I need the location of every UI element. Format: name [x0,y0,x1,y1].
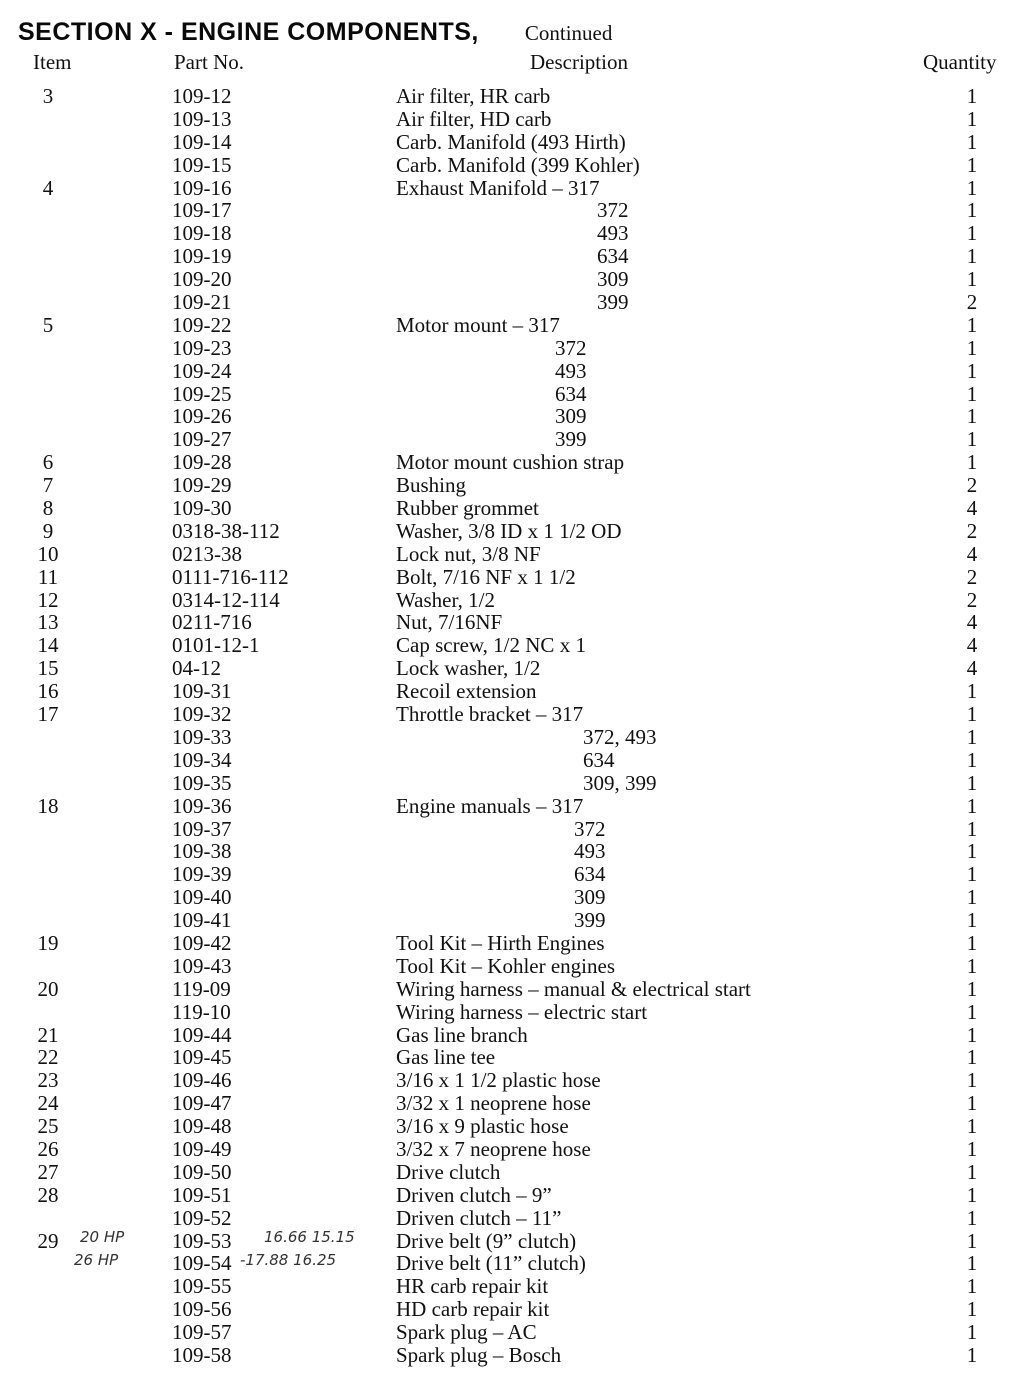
quantity: 1 [966,1159,978,1184]
item-number: 25 [37,1114,59,1139]
table-row [0,703,1027,726]
table-row [0,589,1027,612]
quantity: 1 [966,267,978,292]
handwritten-note: 20 HP [80,1228,125,1246]
description: Lock nut, 3/8 NF [396,541,541,566]
table-row [0,245,1027,268]
quantity: 1 [966,84,978,108]
table-row [0,818,1027,841]
description: 372, 493 [583,724,657,749]
continued-label: Continued [524,21,613,45]
item-number: 23 [37,1068,59,1093]
table-row [0,474,1027,497]
table-row [0,1046,1027,1069]
table-row [0,543,1027,566]
part-number: 109-36 [172,793,232,818]
table-row [0,795,1027,818]
part-number: 109-29 [172,473,232,498]
part-number: 109-34 [172,747,232,772]
table-row [0,840,1027,863]
item-number: 14 [37,633,59,658]
description: Bushing [396,473,467,498]
part-number: 0213-38 [172,541,242,566]
part-number: 109-20 [172,267,232,292]
quantity: 1 [966,1205,978,1230]
item-number: 13 [37,610,59,635]
quantity: 1 [966,1342,978,1367]
part-number: 109-54 [172,1251,232,1276]
part-number: 109-35 [172,770,232,795]
description: Drive belt (9” clutch) [396,1228,577,1253]
table-row [0,566,1027,589]
quantity: 1 [966,999,978,1024]
table-row [0,314,1027,337]
quantity: 4 [966,610,978,635]
description: Cap screw, 1/2 NC x 1 [396,633,586,658]
part-number: 109-39 [172,862,232,887]
description: 493 [597,221,629,246]
part-number: 109-23 [172,335,232,360]
item-number: 7 [42,473,54,498]
table-row [0,909,1027,932]
part-number: 109-32 [172,702,232,727]
quantity: 1 [966,335,978,360]
part-number: 109-40 [172,885,232,910]
description: Throttle bracket – 317 [396,702,584,727]
quantity: 2 [966,518,978,543]
item-number: 4 [42,175,54,200]
quantity: 1 [966,198,978,223]
table-row [0,1069,1027,1092]
part-number: 109-18 [172,221,232,246]
part-number: 109-56 [172,1297,232,1322]
description: 3/32 x 1 neoprene hose [396,1091,591,1116]
description: 3/32 x 7 neoprene hose [396,1136,591,1161]
quantity: 2 [966,587,978,612]
table-row [0,1275,1027,1298]
item-number: 12 [37,587,59,612]
item-number: 17 [37,702,59,727]
part-number: 109-15 [172,152,232,177]
table-row [0,405,1027,428]
quantity: 1 [966,1297,978,1322]
description: Spark plug – AC [396,1320,537,1345]
quantity: 2 [966,473,978,498]
table-row [0,428,1027,451]
table-row [0,749,1027,772]
part-number: 109-44 [172,1022,232,1047]
part-number: 109-37 [172,816,232,841]
table-row [0,383,1027,406]
table-row [0,360,1027,383]
part-number: 109-26 [172,404,232,429]
description: 493 [574,839,606,864]
item-number: 29 [37,1228,59,1253]
table-row [0,1115,1027,1138]
description: Driven clutch – 9” [396,1182,552,1207]
part-number: 109-31 [172,679,232,704]
table-row [0,131,1027,154]
part-number: 0211-716 [172,610,252,635]
quantity: 1 [966,976,978,1001]
quantity: 1 [966,1274,978,1299]
part-number: 109-12 [172,84,232,108]
part-number: 109-51 [172,1182,232,1207]
quantity: 1 [966,1091,978,1116]
item-number: 10 [37,541,59,566]
table-row [0,520,1027,543]
table-row [0,1207,1027,1230]
description: Recoil extension [396,679,537,704]
description: 493 [555,358,587,383]
description: Exhaust Manifold – 317 [396,175,600,200]
part-number: 109-52 [172,1205,232,1230]
description: 634 [597,244,629,269]
part-number: 109-42 [172,930,232,955]
quantity: 1 [966,1320,978,1345]
quantity: 1 [966,747,978,772]
quantity: 4 [966,496,978,521]
part-number: 0314-12-114 [172,587,280,612]
table-row [0,451,1027,474]
item-number: 24 [37,1091,59,1116]
description: 3/16 x 1 1/2 plastic hose [396,1068,601,1093]
column-header-description: Description [530,50,628,74]
parts-table [0,85,1027,1367]
table-row [0,1321,1027,1344]
table-row [0,337,1027,360]
quantity: 1 [966,1045,978,1070]
part-number: 109-53 [172,1228,232,1253]
quantity: 1 [966,129,978,154]
description: 309, 399 [583,770,657,795]
description: 372 [597,198,629,223]
description: Wiring harness – electric start [396,999,648,1024]
table-row [0,1252,1027,1275]
table-row [0,1298,1027,1321]
description: Spark plug – Bosch [396,1342,562,1367]
table-row [0,611,1027,634]
part-number: 109-14 [172,129,232,154]
description: 399 [574,908,606,933]
item-number: 9 [42,518,54,543]
quantity: 2 [966,290,978,315]
part-number: 109-30 [172,496,232,521]
description: 3/16 x 9 plastic hose [396,1114,569,1139]
description: Gas line tee [396,1045,496,1070]
item-number: 3 [42,84,54,108]
description: Air filter, HR carb [396,84,551,108]
part-number: 109-50 [172,1159,232,1184]
description: Carb. Manifold (399 Kohler) [396,152,640,177]
description: Lock washer, 1/2 [396,656,541,681]
part-number: 109-58 [172,1342,232,1367]
quantity: 1 [966,930,978,955]
quantity: 1 [966,1182,978,1207]
section-heading [18,18,612,47]
quantity: 1 [966,427,978,452]
description: Carb. Manifold (493 Hirth) [396,129,626,154]
quantity: 1 [966,1251,978,1276]
table-row [0,1001,1027,1024]
table-row [0,199,1027,222]
quantity: 1 [966,106,978,131]
quantity: 1 [966,450,978,475]
part-number: 109-43 [172,953,232,978]
quantity: 4 [966,656,978,681]
table-row [0,1024,1027,1047]
description: Drive clutch [396,1159,501,1184]
section-title: SECTION X - ENGINE COMPONENTS, [18,18,479,46]
table-row [0,1230,1027,1253]
description: Washer, 3/8 ID x 1 1/2 OD [396,518,622,543]
part-number: 109-46 [172,1068,232,1093]
description: Washer, 1/2 [396,587,495,612]
quantity: 1 [966,793,978,818]
part-number: 109-55 [172,1274,232,1299]
quantity: 1 [966,816,978,841]
table-row [0,726,1027,749]
part-number: 109-28 [172,450,232,475]
table-row [0,1092,1027,1115]
table-row [0,497,1027,520]
quantity: 1 [966,1022,978,1047]
description: Tool Kit – Hirth Engines [396,930,605,955]
item-number: 20 [37,976,59,1001]
table-row [0,268,1027,291]
quantity: 4 [966,633,978,658]
part-number: 119-10 [172,999,231,1024]
part-number: 109-57 [172,1320,232,1345]
table-row [0,932,1027,955]
quantity: 1 [966,679,978,704]
table-row [0,955,1027,978]
handwritten-price: -17.88 16.25 [240,1251,337,1269]
item-number: 26 [37,1136,59,1161]
quantity: 1 [966,702,978,727]
table-row [0,863,1027,886]
description: 634 [583,747,615,772]
part-number: 0318-38-112 [172,518,280,543]
part-number: 109-38 [172,839,232,864]
part-number: 04-12 [172,656,221,681]
quantity: 1 [966,1228,978,1253]
quantity: 2 [966,564,978,589]
part-number: 109-33 [172,724,232,749]
table-row [0,680,1027,703]
part-number: 109-49 [172,1136,232,1161]
quantity: 1 [966,908,978,933]
description: 309 [555,404,587,429]
item-number: 15 [37,656,59,681]
description: Driven clutch – 11” [396,1205,562,1230]
description: 399 [555,427,587,452]
part-number: 109-27 [172,427,232,452]
description: Gas line branch [396,1022,528,1047]
item-number: 27 [37,1159,59,1184]
quantity: 4 [966,541,978,566]
description: 634 [574,862,606,887]
item-number: 19 [37,930,59,955]
description: Motor mount – 317 [396,312,560,337]
quantity: 1 [966,404,978,429]
column-header-part: Part No. [174,50,244,74]
part-number: 119-09 [172,976,231,1001]
description: HR carb repair kit [396,1274,549,1299]
item-number: 6 [42,450,54,475]
quantity: 1 [966,885,978,910]
part-number: 109-22 [172,312,232,337]
part-number: 109-17 [172,198,232,223]
item-number: 21 [37,1022,59,1047]
description: 309 [574,885,606,910]
item-number: 16 [37,679,59,704]
part-number: 109-41 [172,908,232,933]
part-number: 109-48 [172,1114,232,1139]
description: Motor mount cushion strap [396,450,625,475]
description: Rubber grommet [396,496,539,521]
description: Nut, 7/16NF [396,610,503,635]
table-row [0,154,1027,177]
table-row [0,291,1027,314]
part-number: 109-19 [172,244,232,269]
description: 372 [574,816,606,841]
table-row [0,85,1027,108]
quantity: 1 [966,358,978,383]
table-row [0,1344,1027,1367]
part-number: 109-21 [172,290,232,315]
quantity: 1 [966,770,978,795]
part-number: 109-47 [172,1091,232,1116]
table-row [0,634,1027,657]
part-number: 109-25 [172,381,232,406]
description: 634 [555,381,587,406]
table-row [0,108,1027,131]
quantity: 1 [966,1114,978,1139]
table-row [0,1184,1027,1207]
part-number: 0111-716-112 [172,564,289,589]
item-number: 28 [37,1182,59,1207]
handwritten-note: 26 HP [74,1251,119,1269]
quantity: 1 [966,221,978,246]
table-row [0,177,1027,200]
description: 309 [597,267,629,292]
quantity: 1 [966,175,978,200]
description: Wiring harness – manual & electrical start [396,976,751,1001]
part-number: 109-16 [172,175,232,200]
quantity: 1 [966,381,978,406]
table-row [0,657,1027,680]
quantity: 1 [966,839,978,864]
item-number: 22 [37,1045,59,1070]
quantity: 1 [966,724,978,749]
quantity: 1 [966,953,978,978]
part-number: 109-45 [172,1045,232,1070]
description: Tool Kit – Kohler engines [396,953,615,978]
part-number: 0101-12-1 [172,633,260,658]
table-row [0,886,1027,909]
item-number: 8 [42,496,54,521]
table-row [0,1138,1027,1161]
column-header-quantity: Quantity [923,50,997,74]
quantity: 1 [966,1068,978,1093]
quantity: 1 [966,312,978,337]
table-row [0,978,1027,1001]
quantity: 1 [966,152,978,177]
item-number: 11 [37,564,59,589]
part-number: 109-24 [172,358,232,383]
table-row [0,772,1027,795]
handwritten-price: 16.66 15.15 [264,1228,355,1246]
column-header-item: Item [33,50,72,74]
table-row [0,222,1027,245]
quantity: 1 [966,862,978,887]
description: 399 [597,290,629,315]
part-number: 109-13 [172,106,232,131]
description: Bolt, 7/16 NF x 1 1/2 [396,564,576,589]
table-row [0,1161,1027,1184]
description: Drive belt (11” clutch) [396,1251,586,1276]
description: 372 [555,335,587,360]
quantity: 1 [966,1136,978,1161]
description: Air filter, HD carb [396,106,552,131]
description: Engine manuals – 317 [396,793,584,818]
quantity: 1 [966,244,978,269]
item-number: 18 [37,793,59,818]
item-number: 5 [42,312,54,337]
description: HD carb repair kit [396,1297,550,1322]
